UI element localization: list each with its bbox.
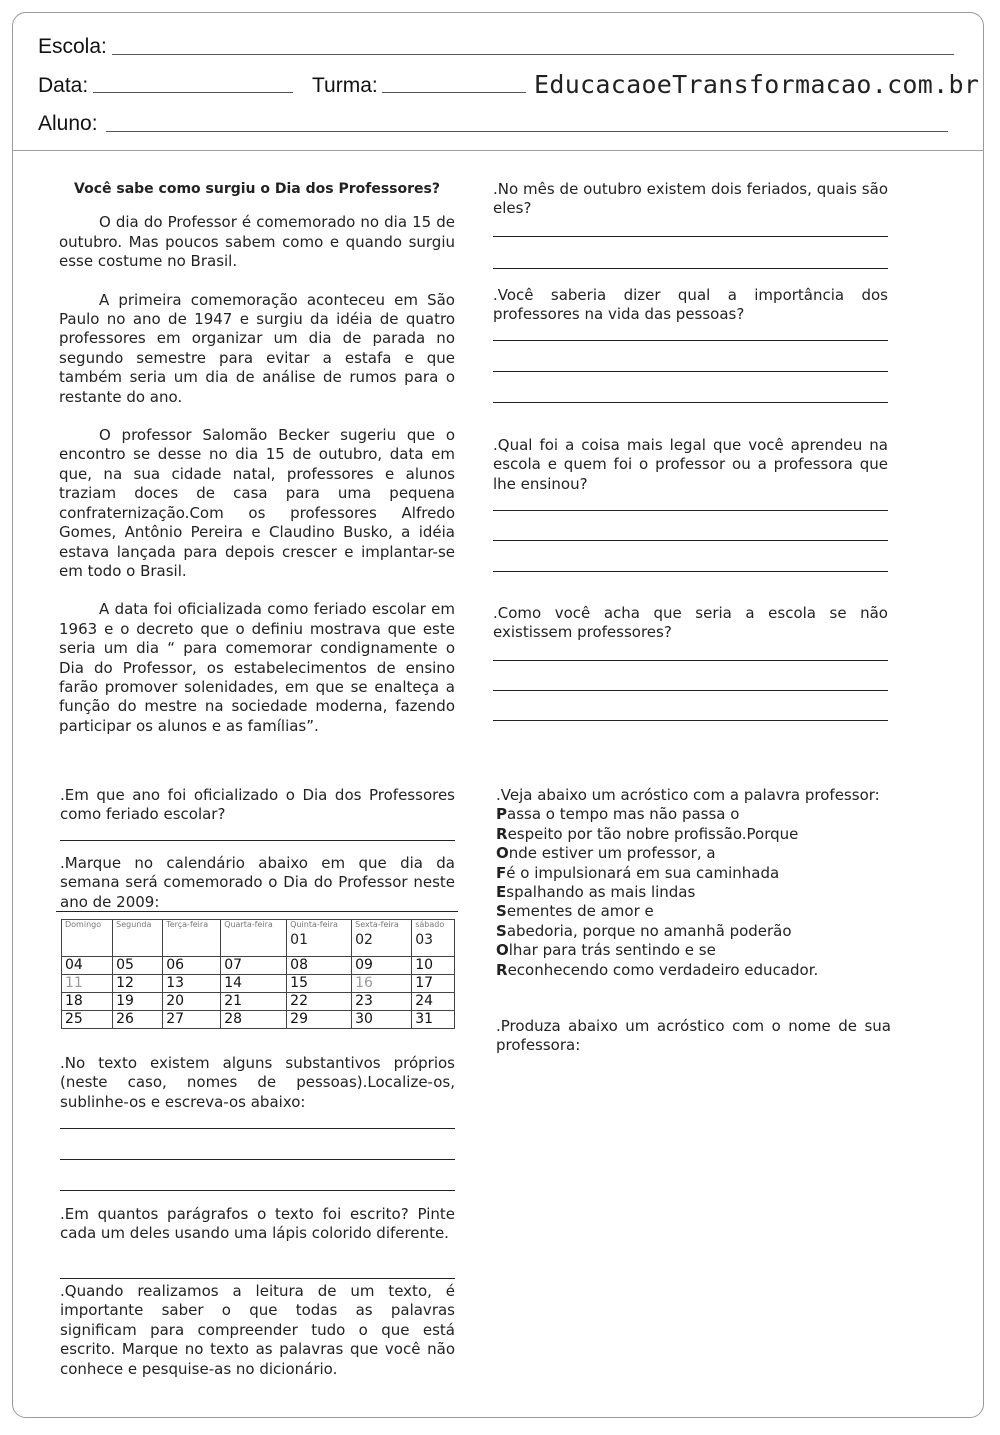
calendar <box>61 919 455 1029</box>
question-calendar-text: .Marque no calendário abaixo em que dia da semana será comemorado o Dia do Professor neste ano de 2009: <box>60 854 455 911</box>
answer-line[interactable] <box>493 371 888 372</box>
answer-line[interactable] <box>60 1278 455 1279</box>
calendar-day[interactable]: 24 <box>412 993 455 1011</box>
question-no-teachers <box>493 604 888 643</box>
text-paragraph-1: O dia do Professor é comemorado no dia 15 de outubro. Mas poucos sabem como e quando surgiu esse costume no Brasil. <box>59 213 455 271</box>
question-paragraphs-text: .Em quantos parágrafos o texto foi escrito? Pinte cada um deles usando uma lápis colorido diferente. <box>60 1205 455 1243</box>
question-year <box>60 786 455 825</box>
calendar-day[interactable]: 25 <box>62 1011 113 1029</box>
question-dictionary-text: .Quando realizamos a leitura de um texto, é importante saber o que todas as palavras significam para compreender tudo o que está escrito. Marque no texto as palavras que você não conhece e pesquise-as no dicionário. <box>60 1282 455 1378</box>
acrostic-line: Respeito por tão nobre profissão.Porque <box>496 824 799 843</box>
site-logo-text: EducacaoeTransformacao.com.br <box>534 70 980 99</box>
calendar-day-header[interactable]: Terça-feira <box>163 920 221 957</box>
answer-line[interactable] <box>493 660 888 661</box>
header-divider <box>13 150 984 151</box>
answer-line[interactable] <box>493 510 888 511</box>
calendar-top-rule <box>56 911 458 912</box>
calendar-day[interactable]: 14 <box>221 975 287 993</box>
calendar-day[interactable]: 30 <box>352 1011 412 1029</box>
answer-line[interactable] <box>493 540 888 541</box>
acrostic-section <box>496 786 891 980</box>
text-title: Você sabe como surgiu o Dia dos Professores? <box>74 181 440 197</box>
calendar-day[interactable]: 13 <box>163 975 221 993</box>
answer-line[interactable] <box>493 571 888 572</box>
answer-line[interactable] <box>493 720 888 721</box>
calendar-day[interactable]: 10 <box>412 957 455 975</box>
question-year-text: .Em que ano foi oficializado o Dia dos Professores como feriado escolar? <box>60 786 455 824</box>
calendar-day[interactable]: 23 <box>352 993 412 1011</box>
calendar-day[interactable]: 06 <box>163 957 221 975</box>
calendar-table <box>61 919 455 1029</box>
question-holidays <box>493 180 888 219</box>
calendar-day-header[interactable]: Quinta-feira 01 <box>287 920 352 957</box>
calendar-day[interactable]: 18 <box>62 993 113 1011</box>
question-importance <box>493 286 888 325</box>
calendar-day[interactable]: 31 <box>412 1011 455 1029</box>
date-label: Data: <box>38 74 89 97</box>
calendar-day[interactable]: 21 <box>221 993 287 1011</box>
question-own-acrostic <box>496 1017 891 1056</box>
question-learned-text: .Qual foi a coisa mais legal que você aprendeu na escola e quem foi o professor ou a professora que lhe ensinou? <box>493 436 888 493</box>
question-proper-nouns <box>60 1054 455 1112</box>
answer-line[interactable] <box>60 1190 455 1191</box>
calendar-day[interactable]: 11 <box>62 975 113 993</box>
acrostic-line: Passa o tempo mas não passa o <box>496 805 740 824</box>
calendar-day[interactable]: 09 <box>352 957 412 975</box>
school-field-line <box>112 54 954 55</box>
calendar-day-header[interactable]: Quarta-feira <box>221 920 287 957</box>
text-paragraph-3: O professor Salomão Becker sugeriu que o encontro se desse no dia 15 de outubro, data em que, na sua cidade natal, professores e alunos traziam doces de casa para uma pequena confraternização.Com os professores Alfredo Gomes, Antônio Pereira e Claudino Busko, a idéia estava lançada para depois crescer e implantar-se em todo o Brasil. <box>59 426 455 580</box>
answer-line[interactable] <box>60 1159 455 1160</box>
calendar-day[interactable]: 27 <box>163 1011 221 1029</box>
school-label: Escola: <box>38 35 107 58</box>
question-own-acrostic-text: .Produza abaixo um acróstico com o nome de sua professora: <box>496 1017 891 1055</box>
calendar-day[interactable]: 29 <box>287 1011 352 1029</box>
answer-line[interactable] <box>60 840 455 841</box>
answer-line[interactable] <box>493 690 888 691</box>
answer-line[interactable] <box>493 340 888 341</box>
answer-line[interactable] <box>493 236 888 237</box>
calendar-day[interactable]: 20 <box>163 993 221 1011</box>
question-calendar <box>60 854 455 912</box>
calendar-day[interactable]: 08 <box>287 957 352 975</box>
answer-line[interactable] <box>60 1128 455 1129</box>
question-dictionary <box>60 1282 455 1379</box>
question-holidays-text: .No mês de outubro existem dois feriados, quais são eles? <box>493 180 888 218</box>
calendar-day[interactable]: 16 <box>352 975 412 993</box>
question-paragraphs <box>60 1205 455 1244</box>
calendar-day[interactable]: 04 <box>62 957 113 975</box>
question-proper-nouns-text: .No texto existem alguns substantivos próprios (neste caso, nomes de pessoas).Localize-os, sublinhe-os e escreva-os abaixo: <box>60 1054 455 1111</box>
acrostic-line: Reconhecendo como verdadeiro educador. <box>496 960 819 979</box>
answer-line[interactable] <box>493 268 888 269</box>
acrostic-line: Olhar para trás sentindo e se <box>496 941 716 960</box>
reading-text <box>59 180 455 748</box>
question-importance-text: .Você saberia dizer qual a importância dos professores na vida das pessoas? <box>493 286 888 324</box>
calendar-day[interactable]: 15 <box>287 975 352 993</box>
acrostic-line: Espalhando as mais lindas <box>496 883 696 902</box>
calendar-day-header[interactable]: sábado 03 <box>412 920 455 957</box>
calendar-day-header[interactable]: Sexta-feira 02 <box>352 920 412 957</box>
calendar-day[interactable]: 22 <box>287 993 352 1011</box>
class-label: Turma: <box>312 74 378 97</box>
calendar-day-header[interactable]: Segunda <box>113 920 163 957</box>
acrostic-line: Sabedoria, porque no amanhã poderão <box>496 921 792 940</box>
student-label: Aluno: <box>38 112 98 135</box>
question-learned <box>493 436 888 494</box>
acrostic-line: Onde estiver um professor, a <box>496 844 716 863</box>
class-field-line <box>382 92 526 93</box>
calendar-day[interactable]: 07 <box>221 957 287 975</box>
calendar-day[interactable]: 17 <box>412 975 455 993</box>
date-field-line <box>93 92 293 93</box>
text-paragraph-2: A primeira comemoração aconteceu em São Paulo no ano de 1947 e surgiu da idéia de quatro professores em organizar um dia de parada no segundo semestre para evitar a estafa e que também seria um dia de análise de rumos para o restante do ano. <box>59 290 455 406</box>
text-paragraph-4: A data foi oficializada como feriado escolar em 1963 e o decreto que o definiu mostrava que este seria um dia “ para comemorar condignamente o Dia do Professor, os estabelecimentos de ensino farão promover solenidades, em que se enalteça a função do mestre na sociedade moderna, fazendo participar os alunos e as famílias”. <box>59 600 455 735</box>
acrostic-line: Sementes de amor e <box>496 902 654 921</box>
calendar-day[interactable]: 05 <box>113 957 163 975</box>
answer-line[interactable] <box>493 402 888 403</box>
calendar-day[interactable]: 12 <box>113 975 163 993</box>
question-no-teachers-text: .Como você acha que seria a escola se não existissem professores? <box>493 604 888 642</box>
calendar-day[interactable]: 26 <box>113 1011 163 1029</box>
acrostic-line: Fé o impulsionará em sua caminhada <box>496 863 780 882</box>
acrostic-intro: .Veja abaixo um acróstico com a palavra professor: <box>496 786 880 804</box>
calendar-day[interactable]: 19 <box>113 993 163 1011</box>
calendar-day[interactable]: 28 <box>221 1011 287 1029</box>
student-field-line <box>106 131 948 132</box>
calendar-day-header[interactable]: Domingo <box>62 920 113 957</box>
